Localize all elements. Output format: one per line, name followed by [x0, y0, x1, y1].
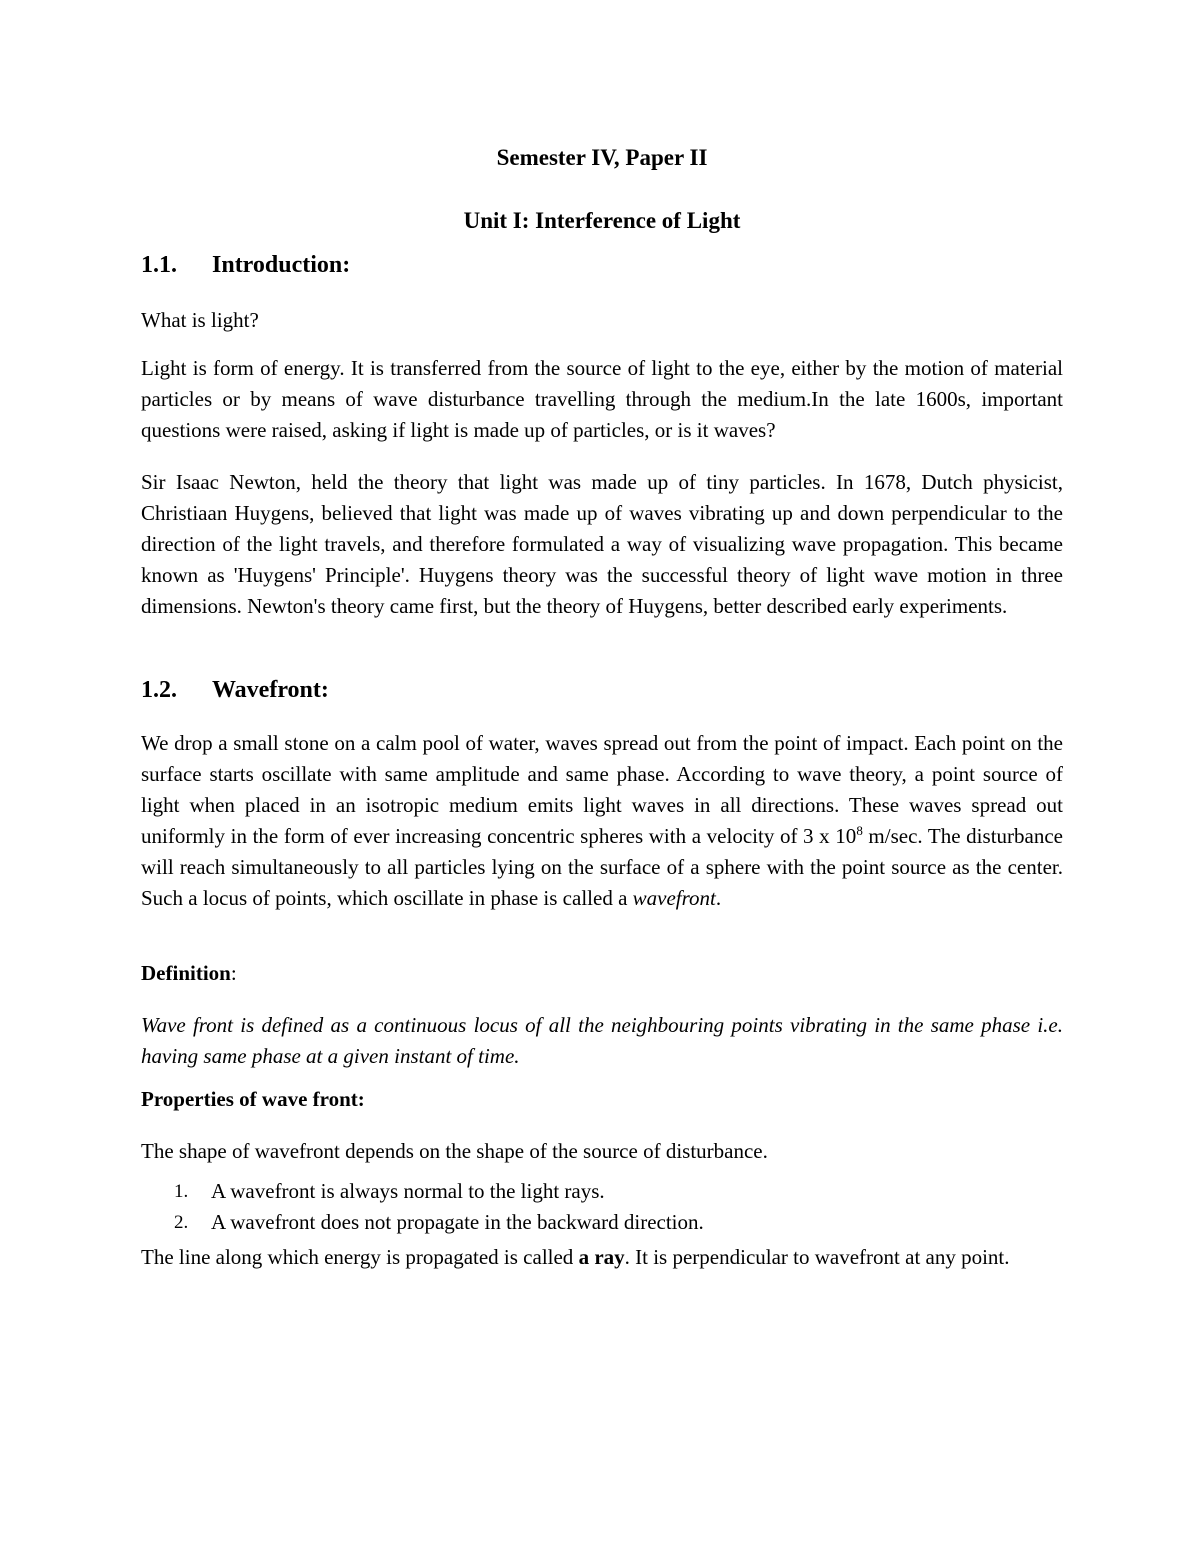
intro-paragraph-2: Sir Isaac Newton, held the theory that light was made up of tiny particles. In 1678, Dutch physicist, Christiaan Huygens, believed that light was made up of waves vibrating up and down perpendicular to the direction of the light travels, and therefore formulated a way of visualizing wave propagation. This became known as 'Huygens' Principle'. Huygens theory was the successful theory of light wave motion in three dimensions. Newton's theory came first, but the theory of Huygens, better described early experiments.	[141, 470, 1063, 618]
section-heading-introduction	[141, 250, 350, 281]
section-number: 1.2.	[141, 677, 177, 703]
paragraph-text: The line along which energy is propagated is called	[141, 1245, 579, 1269]
section-title: Introduction:	[212, 252, 351, 278]
question-text: What is light?	[141, 308, 259, 332]
list-item	[141, 1176, 1063, 1207]
list-number: 1.	[174, 1181, 189, 1202]
section-heading-wavefront	[141, 675, 329, 706]
properties-intro: The shape of wavefront depends on the shape of the source of disturbance.	[141, 1139, 768, 1163]
ray-definition	[141, 1242, 1063, 1273]
definition-label	[141, 958, 1063, 989]
section-number: 1.1.	[141, 252, 177, 278]
list-item	[141, 1207, 1063, 1238]
term-ray: a ray	[578, 1245, 625, 1269]
properties-list	[141, 1176, 1063, 1238]
definition-label-text: Definition	[141, 961, 231, 985]
wavefront-paragraph	[141, 728, 1063, 914]
paragraph-text: We drop a small stone on a calm pool of water, waves spread out from the point of impact. Each point on the surface starts oscillate with same amplitude and same phase. According to wave theory, a point source of light when placed in an isotropic medium emits light waves in all directions. These waves spread out uniformly in the form of ever increasing concentric spheres with a velocity of 3 x 10	[141, 731, 1063, 848]
list-text: A wavefront is always normal to the light rays.	[211, 1179, 605, 1203]
definition-colon: :	[230, 961, 237, 985]
list-number: 2.	[174, 1212, 189, 1233]
page-title: Semester IV, Paper II	[496, 145, 708, 170]
list-text: A wavefront does not propagate in the backward direction.	[211, 1210, 704, 1234]
definition-text: Wave front is defined as a continuous locus of all the neighbouring points vibrating in the same phase i.e. having same phase at a given instant of time.	[141, 1013, 1063, 1068]
superscript: 8	[856, 823, 863, 838]
section-title: Wavefront:	[212, 677, 329, 703]
term-wavefront: wavefront	[632, 886, 716, 910]
page-subtitle: Unit I: Interference of Light	[463, 208, 741, 233]
paragraph-text: m/sec. The disturbance will reach simultaneously to all particles lying on the surface of a sphere with the point source as the center. Such a locus of points, which oscillate in phase is called a	[141, 824, 1063, 910]
paragraph-end: .	[715, 886, 722, 910]
intro-paragraph-1: Light is form of energy. It is transferred from the source of light to the eye, either by the motion of material particles or by means of wave disturbance travelling through the medium.In the late 1600s, important questions were raised, asking if light is made up of particles, or is it waves?	[141, 356, 1063, 442]
paragraph-text: . It is perpendicular to wavefront at any point.	[624, 1245, 1010, 1269]
properties-label: Properties of wave front:	[141, 1087, 365, 1111]
